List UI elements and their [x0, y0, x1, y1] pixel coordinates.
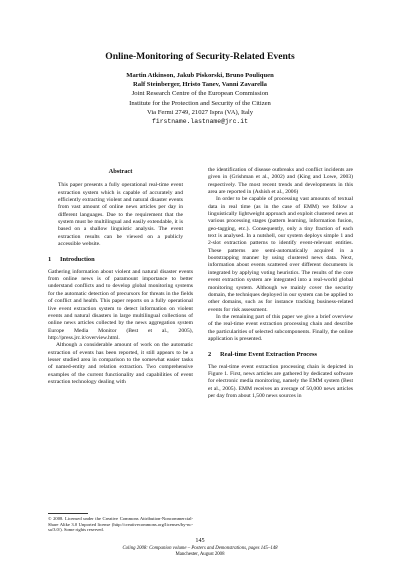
- right-column: [208, 167, 353, 400]
- location-line: Manchester, August 2008: [175, 552, 225, 558]
- proceedings-footer: [0, 546, 400, 559]
- section-1-title: Introduction: [60, 256, 95, 264]
- section-1-para-2: Although a considerable amount of work on the automatic extraction of events has been reported, it still appears to be a lesser studied area in comparison to the somewhat easier tasks of named-entity and relation extraction. Two comprehensive examples of the current functionality and capabilities of event extraction technology dealing with: [48, 342, 193, 385]
- section-2-number: 2: [208, 351, 212, 359]
- authors-line-2: Ralf Steinberger, Hristo Tanev, Vanni Zavarella: [133, 81, 267, 89]
- section-1-number: 1: [48, 256, 52, 264]
- section-2-title: Real-time Event Extraction Process: [220, 351, 317, 359]
- paper-title: Online-Monitoring of Security-Related Events: [105, 51, 295, 62]
- affiliation-2: Institute for the Protection and Security of the Citizen: [129, 99, 271, 107]
- section-1-para-2-continued: the identification of disease outbreaks and conflict incidents are given in (Grishman et al., 2002) and (King and Lowe, 2003) respectively. The most recent trends and developments in this area are reported in (Ashish et al., 2006): [208, 167, 353, 196]
- section-1-para-3: In order to be capable of processing vast amounts of textual data in real time (as in the case of EMM) we follow a linguistically lightweight approach and exploit clustered news at various processing stages (pattern learning, information fusion, geo-tagging, etc.). Consequently, only a tiny fraction of each text is analysed. In a nutshell, our system deploys simple 1 and 2-slot extraction patterns to identify event-relevant entities. These patterns are semi-automatically acquired in a bootstrapping manner by using clustered news data. Next, information about events scattered over different documents is integrated by applying voting heuristics. The results of the core event extraction system are integrated into a real-world global monitoring system. Although we mainly cover the security domain, the techniques deployed in our system can be applied to other domains, such as for instance tracking business-related events for risk assessment.: [208, 196, 353, 313]
- authors-line-1: Martin Atkinson, Jakub Piskorski, Bruno Pouliquen: [126, 72, 274, 79]
- email: firstname.lastname@jrc.it: [152, 118, 248, 126]
- abstract-heading: Abstract: [108, 168, 133, 175]
- abstract-text: This paper presents a fully operational real-time event extraction system which is capable of accurately and efficiently extracting violent and natural disaster events from vast amount of online news articles per day in different languages. Due to the requirement that the system must be multilingual and easily extendable, it is based on a shallow linguistic analysis. The event extraction results can be viewed on a publicly accessible website.: [58, 182, 183, 248]
- section-1-para-4: In the remaining part of this paper we give a brief overview of the real-time event extraction processing chain and describe the particularities of selected subcomponents. Finally, the online application is presented.: [208, 313, 353, 342]
- left-column: [48, 167, 193, 386]
- license-footnote: © 2008. Licensed under the Creative Commons Attribution-Noncommercial-Share Alike 3.0 Unported license (http://creativecommons.org/licenses/by-nc-sa/3.0/). Some rights reserved.: [48, 516, 193, 533]
- section-1-para-1: Gathering information about violent and natural disaster events from online news is of paramount importance to better understand conflicts and to develop global monitoring systems for the automatic detection of precursors for threats in the fields of conflict and health. This paper reports on a fully operational live event extraction system to detect information on violent events and natural disasters in large multilingual collections of online news articles collected by the news aggregation system Europe Media Monitor (Best et al., 2005), http://press.jrc.it/overview.html.: [48, 268, 193, 341]
- section-1-heading: [48, 256, 193, 263]
- affiliation-1: Joint Research Centre of the European Commission: [131, 90, 269, 98]
- section-2-heading: [208, 351, 353, 358]
- author-block: [0, 71, 400, 126]
- proceedings-line: Coling 2008: Companion volume – Posters and Demonstrations, pages 145–148: [122, 546, 278, 551]
- address: Via Fermi 2749, 21027 Ispra (VA), Italy: [146, 108, 254, 116]
- page-number: 145: [195, 537, 205, 544]
- section-2-para-1: The real-time event extraction processing chain is depicted in Figure 1. First, news articles are gathered by dedicated software for electronic media monitoring, namely the EMM system (Best et al., 2005). EMM receives an average of 50,000 news articles per day from about 1,500 news sources in: [208, 363, 353, 399]
- footnote-rule: [48, 513, 88, 514]
